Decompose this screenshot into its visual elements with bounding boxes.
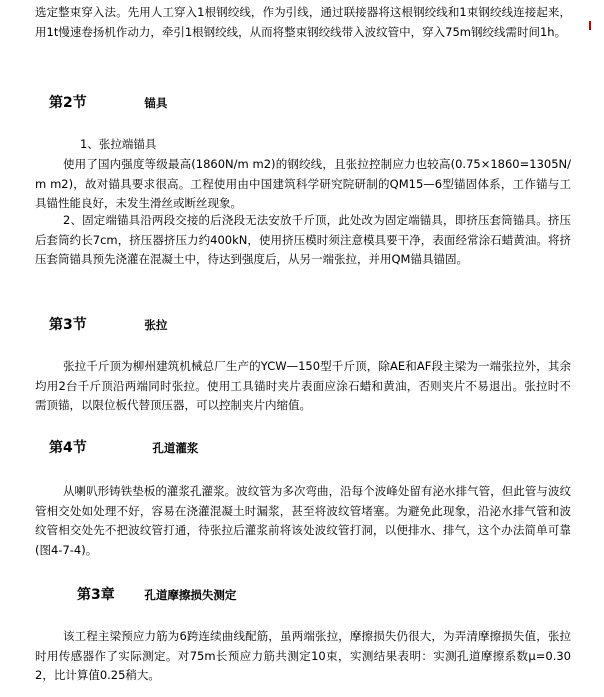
text-cursor-mark	[589, 21, 591, 30]
section-3-number: 第3节	[49, 317, 87, 333]
intro-paragraph: 选定整束穿入法。先用人工穿入1根钢绞线，作为引线，通过联接器将这根钢绞线和1束钢绞线连接起来，用1t慢速卷扬机作动力，牵引1根钢绞线，从而将整束钢绞线带入波纹管中，穿入75m钢绞线需时间1h。	[35, 5, 571, 39]
section-4-heading	[49, 437, 198, 457]
section-4-paragraph: 从喇叭形铸铁垫板的灌浆孔灌浆。波纹管为多次弯曲，沿每个波峰处留有泌水排气管，但此管与波纹管相交处如处理不好，容易在浇灌混凝土时漏浆，甚至将波纹管堵塞。为避免此现象，沿泌水排气管和波纹管相交处先不把波纹管打通，待张拉后灌浆前将该处波纹管打洞，以便排水、排气，这个办法简单可靠(图4-7-4)。	[35, 484, 571, 557]
section-2-paragraph-1: 使用了国内强度等级最高(1860N/m m2)的钢绞线，且张拉控制应力也较高(0.75×1860=1305N/m m2)，故对锚具要求很高。工程使用由中国建筑科学研究院研制的QM15—6型锚固体系，工作锚与工具锚性能良好，未发生滑丝或断丝现象。	[35, 157, 571, 210]
section-2-number: 第2节	[49, 95, 87, 111]
chapter-3-number: 第3章	[77, 587, 115, 603]
section-3-title: 张拉	[144, 318, 168, 332]
section-3-paragraph: 张拉千斤顶为柳州建筑机械总厂生产的YCW—150型千斤顶，除AE和AF段主梁为一端张拉外，其余均用2台千斤顶沿两端同时张拉。使用工具锚时夹片表面应涂石蜡和黄油，否则夹片不易退出。张拉时不需顶锚，以限位板代替顶压器，可以控制夹片内缩值。	[35, 359, 571, 412]
section-4-title: 孔道灌浆	[152, 441, 199, 455]
chapter-3-heading	[77, 584, 236, 604]
chapter-3-paragraph: 该工程主梁预应力筋为6跨连续曲线配筋，虽两端张拉，摩擦损失仍很大，为弄清摩擦损失值，张拉时用传感器作了实际测定。对75m长预应力筋共测定10束，实测结果表明：实测孔道摩擦系数μ=0.302，比计算值0.25稍大。	[35, 629, 571, 682]
section-4-number: 第4节	[49, 440, 87, 456]
section-3-heading	[49, 314, 167, 334]
section-2-heading	[49, 92, 167, 112]
section-2-subheading-1: 1、张拉端锚具	[80, 137, 157, 151]
chapter-3-title: 孔道摩擦损失测定	[144, 588, 237, 602]
section-2-title: 锚具	[144, 96, 168, 110]
section-2-paragraph-2: 2、固定端锚具沿两段交接的后浇段无法安放千斤顶，此处改为固定端锚具，即挤压套筒锚具。挤压后套筒约长7cm，挤压器挤压力约400kN，使用挤压模时须注意模具要干净，表面经常涂石蜡黄油。将挤压套筒锚具预先浇灌在混凝土中，待达到强度后，从另一端张拉，并用QM锚具锚固。	[35, 213, 571, 266]
